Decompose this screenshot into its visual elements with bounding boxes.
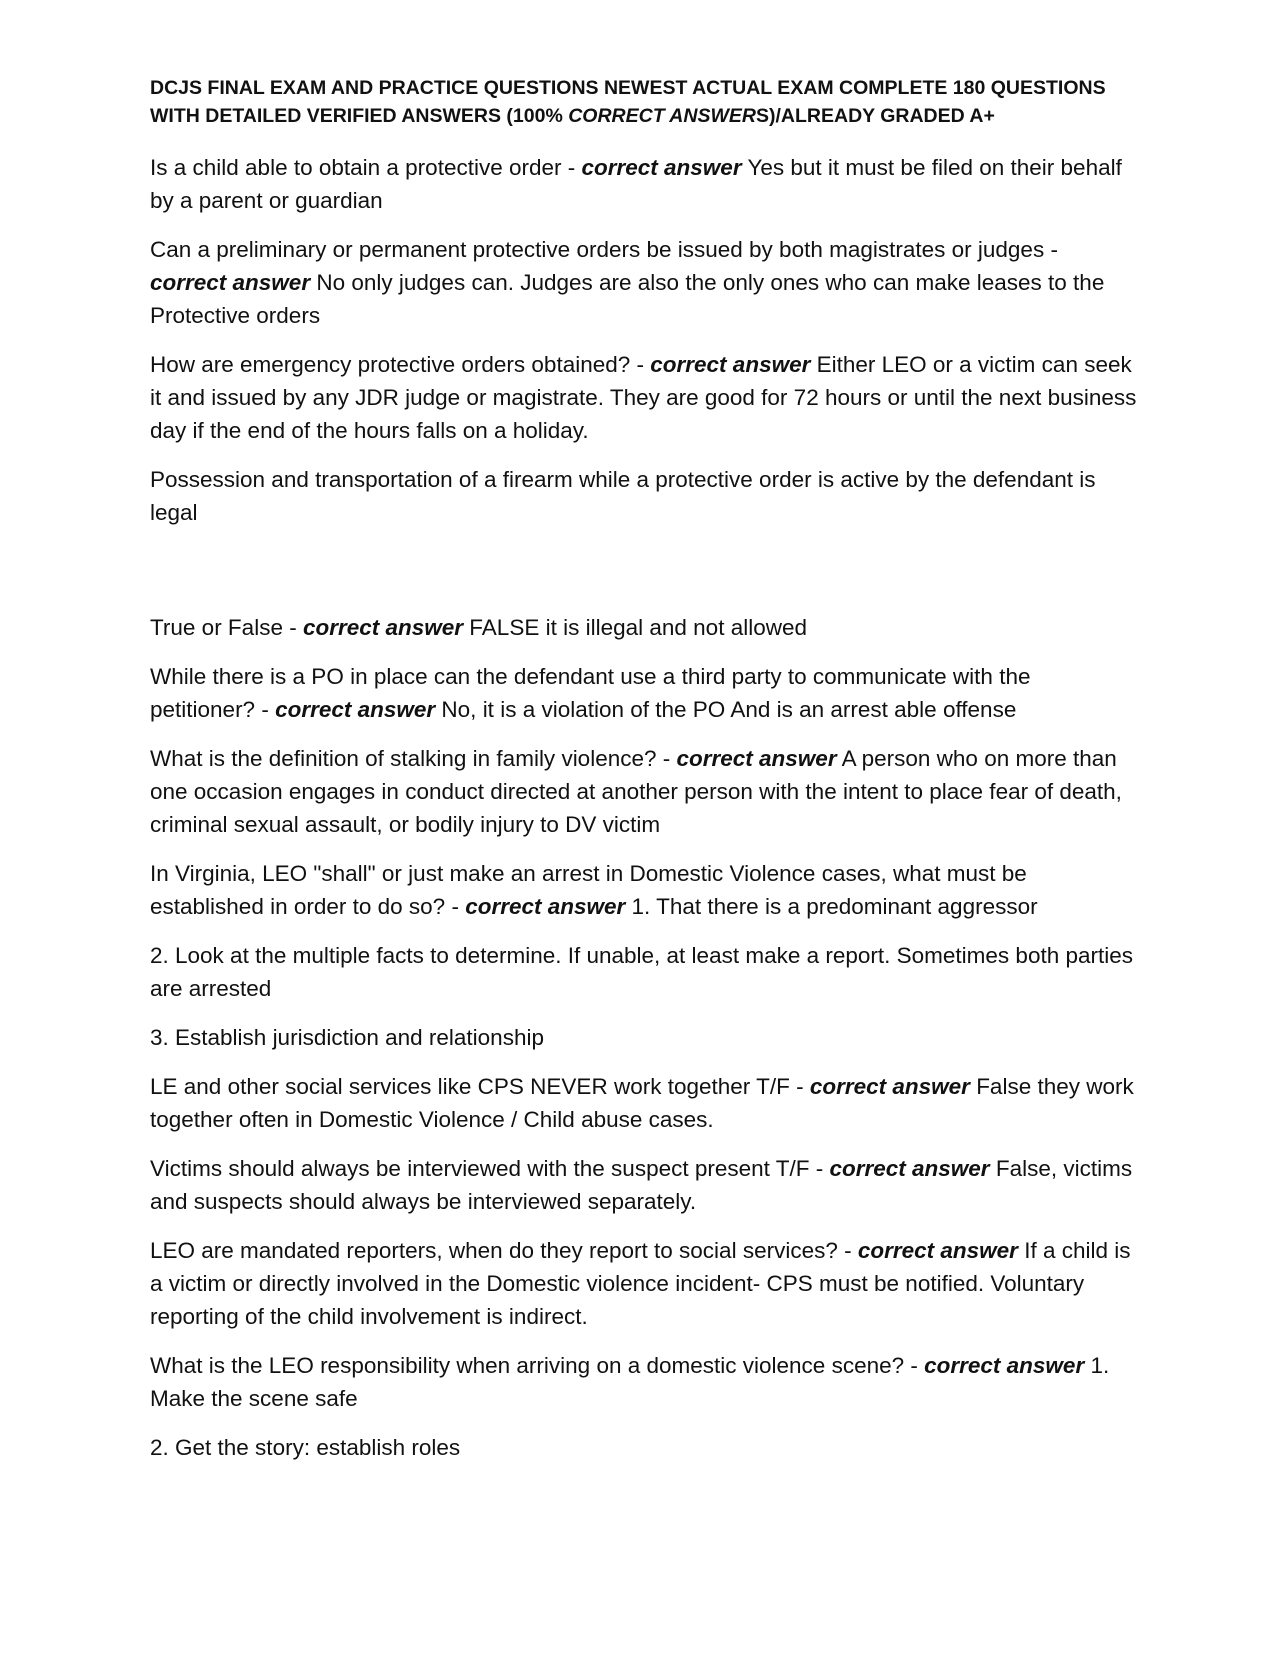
statement-paragraph: Possession and transportation of a firearm while a protective order is active by the defendant is legal (150, 467, 1096, 525)
question: What is the LEO responsibility when arriving on a domestic violence scene? - (150, 1353, 925, 1378)
answer: A person who on more than one occasion engages in conduct directed at another person with the intent to place fear of death, criminal sexual assault, or bodily injury to DV victim (150, 746, 1122, 837)
qa-item-6 (150, 742, 1140, 841)
answer-marker: correct answer (465, 894, 626, 919)
answer-marker: correct answer (857, 1238, 1018, 1263)
answer-marker: correct answer (581, 155, 742, 180)
answer: No, it is a violation of the PO And is an arrest able offense (435, 697, 1017, 722)
title-italic: CORRECT ANSWER (568, 105, 756, 127)
answer-marker: correct answer (676, 746, 837, 771)
qa-item-8 (150, 1070, 1140, 1136)
qa-item-1 (150, 151, 1140, 217)
continuation-paragraph: 3. Establish jurisdiction and relationship (150, 1025, 544, 1050)
qa-item-4 (150, 611, 1140, 644)
answer: Either LEO or a victim can seek it and issued by any JDR judge or magistrate. They are good for 72 hours or until the next business day if the end of the hours falls on a holiday. (150, 352, 1137, 443)
question: LEO are mandated reporters, when do they report to social services? - (150, 1238, 858, 1263)
question: While there is a PO in place can the defendant use a third party to communicate with the petitioner? - (150, 664, 1031, 722)
title-part-1: DCJS FINAL EXAM AND PRACTICE QUESTIONS NEWEST ACTUAL EXAM COMPLETE 180 QUESTIONS WITH DETAILED VERIFIED ANSWERS (100% (150, 77, 1106, 127)
question: True or False - (150, 615, 303, 640)
answer: False they work together often in Domestic Violence / Child abuse cases. (150, 1074, 1134, 1132)
answer-marker: correct answer (829, 1156, 990, 1181)
qa-item-7 (150, 857, 1140, 923)
qa-item-2 (150, 233, 1140, 332)
qa-item-11 (150, 1349, 1140, 1415)
qa-item-9 (150, 1152, 1140, 1218)
question: In Virginia, LEO "shall" or just make an arrest in Domestic Violence cases, what must be established in order to do so? - (150, 861, 1027, 919)
answer: 1. That there is a predominant aggressor (625, 894, 1038, 919)
continuation-paragraph: 2. Look at the multiple facts to determine. If unable, at least make a report. Sometimes both parties are arrested (150, 943, 1134, 1001)
qa-item-10 (150, 1234, 1140, 1333)
question: How are emergency protective orders obtained? - (150, 352, 651, 377)
question: Victims should always be interviewed with the suspect present T/F - (150, 1156, 830, 1181)
spacer (150, 545, 1140, 611)
answer-marker: correct answer (275, 697, 436, 722)
answer: If a child is a victim or directly involved in the Domestic violence incident- CPS must be notified. Voluntary reporting of the child involvement is indirect. (150, 1238, 1131, 1329)
document-page (150, 74, 1140, 1480)
title-part-2: S)/ALREADY GRADED A+ (755, 105, 995, 127)
answer: Yes but it must be filed on their behalf by a parent or guardian (150, 155, 1122, 213)
continuation-paragraph: 2. Get the story: establish roles (150, 1435, 461, 1460)
document-title (150, 74, 1140, 130)
question: LE and other social services like CPS NEVER work together T/F - (150, 1074, 810, 1099)
answer-marker: correct answer (302, 615, 464, 640)
qa-item-3 (150, 348, 1140, 447)
question: Is a child able to obtain a protective order - (150, 155, 582, 180)
answer-marker: correct answer (809, 1074, 970, 1099)
answer-marker: correct answer (150, 270, 311, 295)
answer: FALSE it is illegal and not allowed (463, 615, 807, 640)
answer-marker: correct answer (650, 352, 811, 377)
answer: No only judges can. Judges are also the only ones who can make leases to the Protective orders (150, 270, 1105, 328)
answer: False, victims and suspects should always be interviewed separately. (150, 1156, 1133, 1214)
answer-marker: correct answer (924, 1353, 1085, 1378)
answer: 1. Make the scene safe (150, 1353, 1110, 1411)
question: What is the definition of stalking in family violence? - (150, 746, 677, 771)
question: Can a preliminary or permanent protective orders be issued by both magistrates or judges - (150, 237, 1058, 262)
qa-item-5 (150, 660, 1140, 726)
